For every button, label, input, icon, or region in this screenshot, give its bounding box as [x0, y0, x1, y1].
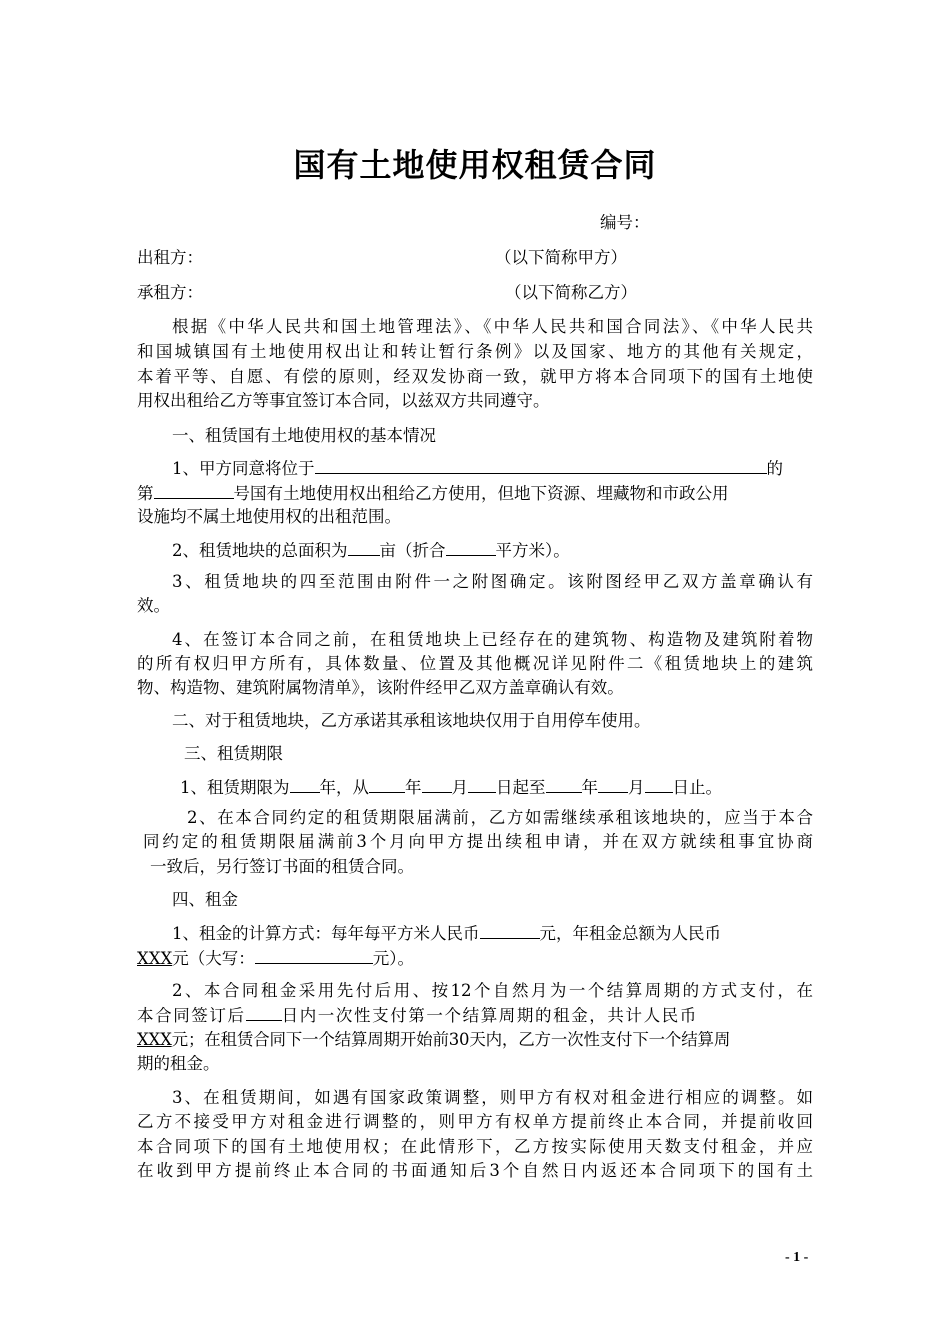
document-title: 国有土地使用权租赁合同 — [293, 146, 657, 184]
end-day-blank — [645, 775, 673, 793]
location-blank — [315, 456, 767, 474]
years-blank — [290, 775, 320, 793]
clause-line: 效。 — [137, 596, 170, 615]
preamble-line: 和国城镇国有土地使用权出让和转让暂行条例》以及国家、地方的其他有关规定， — [137, 342, 813, 361]
clause-line: 设施均不属土地使用权的出租范围。 — [137, 507, 401, 526]
clause-text: 2、租赁地块的总面积为 — [172, 541, 348, 560]
page-number: - 1 - — [785, 1250, 809, 1265]
clause-line: 3、租赁地块的四至范围由附件一之附图确定。该附图经甲乙双方盖章确认有 — [172, 572, 813, 591]
start-day-blank — [468, 775, 496, 793]
area-sqm-blank — [446, 538, 496, 556]
clause-line: 期的租金。 — [137, 1054, 220, 1073]
lessee-label: 承租方： — [137, 283, 203, 302]
clause-text: 的 — [766, 459, 783, 478]
clause-line: 一致后，另行签订书面的租赁合同。 — [150, 857, 414, 876]
amount-placeholder: XXX — [137, 1030, 172, 1049]
clause-text: 1、甲方同意将位于 — [172, 459, 315, 478]
amount-in-words-blank — [255, 946, 373, 964]
clause-text: 元（大写： — [172, 949, 255, 968]
clause-text: 日止。 — [672, 778, 722, 797]
lessee-note: （以下简称乙方） — [505, 283, 637, 302]
clause-line — [172, 456, 813, 481]
contract-number-label: 编号： — [600, 213, 650, 232]
clause-text: 元，年租金总额为人民币 — [539, 924, 721, 943]
parcel-number-blank — [154, 481, 234, 499]
clause-text: 号国有土地使用权出租给乙方使用，但地下资源、埋藏物和市政公用 — [233, 484, 729, 503]
clause-text: 1、租金的计算方式：每年每平方米人民币 — [172, 924, 480, 943]
clause-line — [180, 775, 856, 800]
start-month-blank — [422, 775, 452, 793]
end-month-blank — [598, 775, 628, 793]
clause-text: 月 — [628, 778, 645, 797]
clause-line — [172, 538, 848, 563]
preamble-line: 用权出租给乙方等事宜签订本合同，以兹双方共同遵守。 — [137, 391, 550, 410]
section-heading: 二、对于租赁地块，乙方承诺其承租该地块仅用于自用停车使用。 — [172, 711, 651, 730]
clause-text: 日内一次性支付第一个结算周期的租金，共计人民币 — [281, 1006, 698, 1025]
clause-text: 亩（折合 — [379, 541, 446, 560]
section-heading: 一、租赁国有土地使用权的基本情况 — [172, 426, 436, 445]
clause-line: 4、在签订本合同之前，在租赁地块上已经存在的建筑物、构造物及建筑附着物 — [172, 630, 813, 649]
clause-line: 在收到甲方提前终止本合同的书面通知后3个自然日内返还本合同项下的国有土 — [137, 1161, 813, 1180]
clause-text: 年 — [581, 778, 598, 797]
preamble-line: 本着平等、自愿、有偿的原则，经双发协商一致，就甲方将本合同项下的国有土地使 — [137, 367, 813, 386]
clause-line — [137, 481, 813, 506]
area-mu-blank — [348, 538, 380, 556]
clause-text: 1、租赁期限为 — [180, 778, 290, 797]
clause-line — [137, 946, 813, 971]
unit-price-blank — [480, 921, 540, 939]
lessor-note: （以下简称甲方） — [495, 248, 627, 267]
clause-line: 3、在租赁期间，如遇有国家政策调整，则甲方有权对租金进行相应的调整。如 — [172, 1088, 813, 1107]
clause-line: 同约定的租赁期限届满前3个月向甲方提出续租申请，并在双方就续租事宜协商 — [143, 832, 813, 851]
clause-text: 本合同签订后 — [137, 1006, 246, 1025]
clause-line: 乙方不接受甲方对租金进行调整的，则甲方有权单方提前终止本合同，并提前收回 — [137, 1112, 813, 1131]
section-heading: 四、租金 — [172, 890, 238, 909]
start-year-blank — [369, 775, 405, 793]
section-heading: 三、租赁期限 — [184, 744, 283, 763]
clause-line: 本合同项下的国有土地使用权；在此情形下，乙方按实际使用天数支付租金，并应 — [137, 1137, 813, 1156]
lessor-label: 出租方： — [137, 248, 203, 267]
preamble-line: 根据《中华人民共和国土地管理法》、《中华人民共和国合同法》、《中华人民共 — [172, 317, 813, 336]
clause-line: 2、在本合同约定的租赁期限届满前，乙方如需继续承租该地块的，应当于本合 — [187, 808, 813, 827]
clause-text: 年，从 — [319, 778, 369, 797]
amount-placeholder: XXX — [137, 949, 173, 968]
clause-text: 第 — [137, 484, 154, 503]
clause-line: 2、本合同租金采用先付后用、按12个自然月为一个结算周期的方式支付，在 — [172, 981, 813, 1000]
clause-line: 物、构造物、建筑附属物清单》，该附件经甲乙双方盖章确认有效。 — [137, 678, 624, 697]
payment-days-blank — [246, 1003, 282, 1021]
clause-text: 年 — [405, 778, 422, 797]
clause-text: 平方米）。 — [495, 541, 570, 560]
clause-line — [172, 921, 813, 946]
clause-line: 的所有权归甲方所有，具体数量、位置及其他概况详见附件二《租赁地块上的建筑 — [137, 654, 813, 673]
clause-text: 月 — [451, 778, 468, 797]
clause-text: 元；在租赁合同下一个结算周期开始前30天内，乙方一次性支付下一个结算周 — [171, 1030, 731, 1049]
clause-text: 元）。 — [372, 949, 414, 968]
end-year-blank — [546, 775, 582, 793]
clause-line — [137, 1003, 813, 1028]
clause-text: 日起至 — [496, 778, 546, 797]
clause-line — [137, 1028, 813, 1052]
